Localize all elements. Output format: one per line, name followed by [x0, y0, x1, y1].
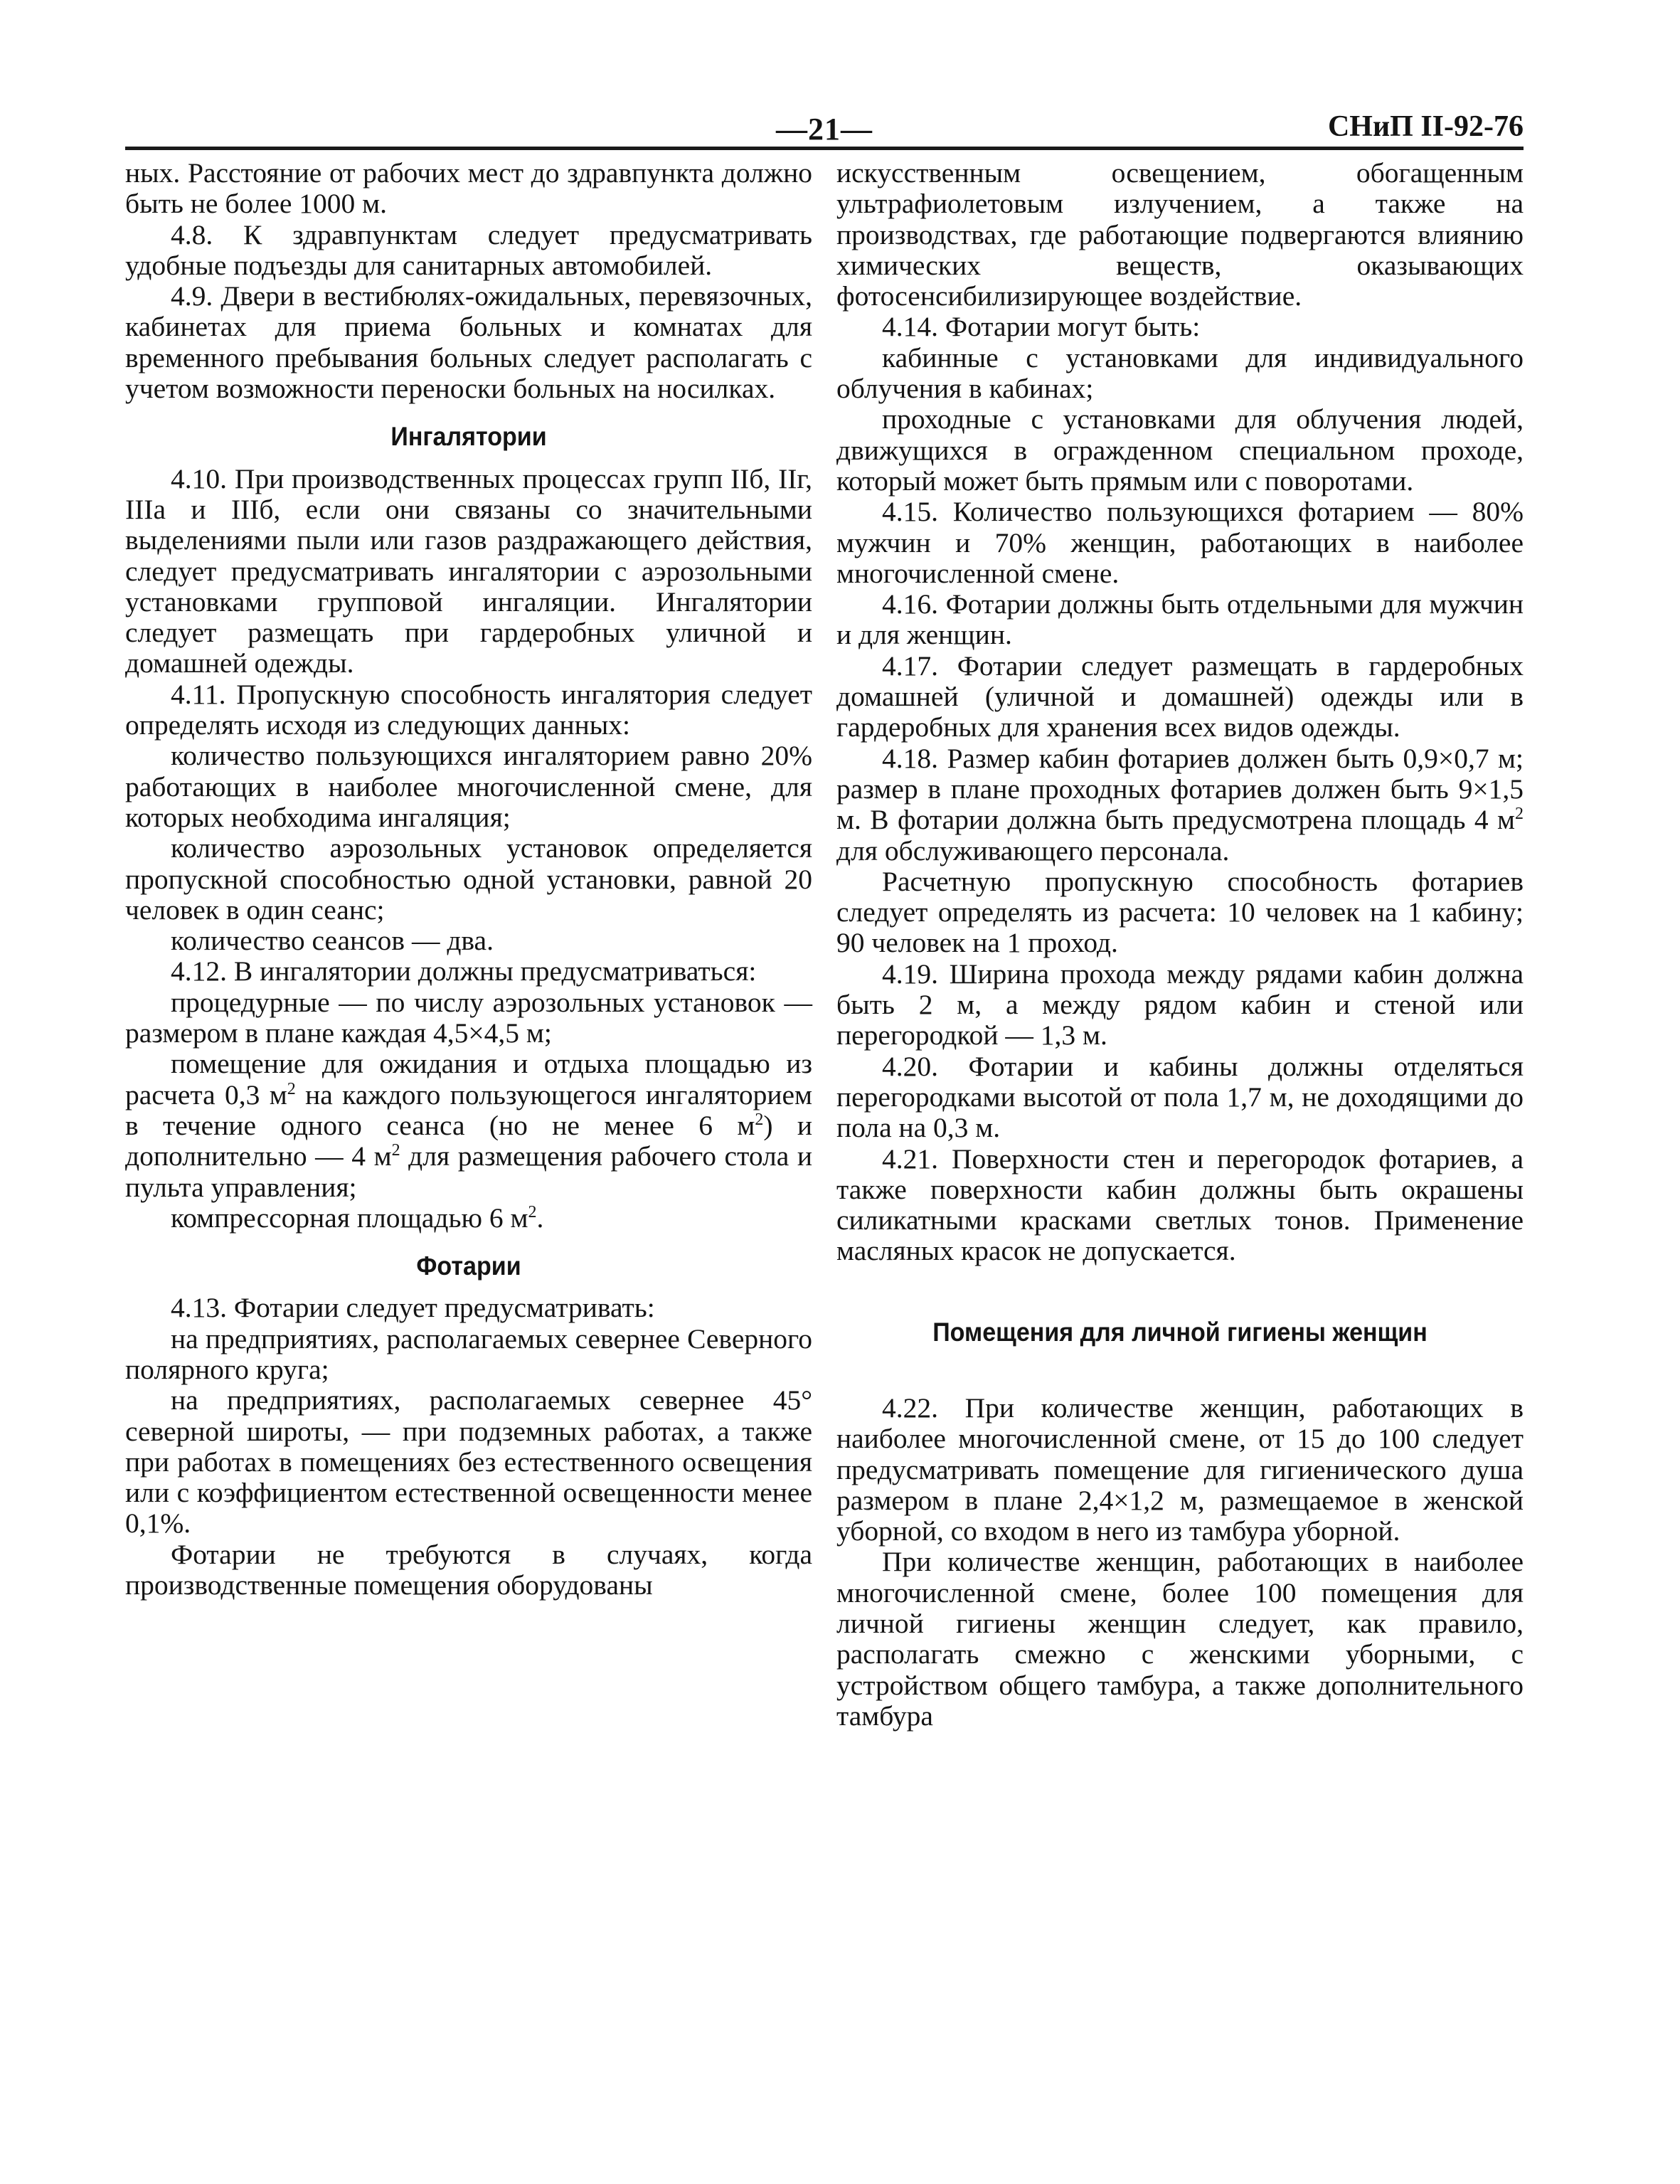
document-code: СНиП II-92-76 [1327, 110, 1524, 143]
clause-4-14: 4.14. Фотарии могут быть: [882, 311, 1201, 343]
clause-4-10: 4.10. При производственных процессах групп IIб, IIг, IIIа и IIIб, если они связаны со значительными выделениями пыли или газов раздражающего действия, следует предусматривать ингалятории с аэрозольными установками групповой ингаляции. Ингалятории следует размещать при гардеробных уличной и домашней одежды. [125, 462, 812, 679]
list-item: процедурные — по числу аэрозольных установок — размером в плане каждая 4,5×4,5 м; [125, 986, 812, 1049]
clause-4-9: 4.9. Двери в вестибюлях-ожидальных, перевязочных, кабинетах для приема больных и комнатах для временного пребывания больных следует располагать с учетом возможности переноски больных на носилках. [125, 280, 812, 405]
list-item: количество сеансов — два. [171, 925, 494, 957]
paragraph: Расчетную пропускную способность фотариев следует определять из расчета: 10 человек на 1 кабину; 90 человек на 1 проход. [836, 865, 1524, 959]
header-rule [125, 147, 1524, 150]
clause-4-21: 4.21. Поверхности стен и перегородок фотариев, а также поверхности кабин должны быть окрашены силикатными красками светлых тонов. Применение масляных красок не допускается. [836, 1143, 1524, 1267]
section-heading-fotarii: Фотарии [416, 1251, 521, 1281]
right-column [836, 158, 1524, 1732]
clause-4-12: 4.12. В ингалятории должны предусматриваться: [171, 955, 757, 987]
clause-4-13: 4.13. Фотарии следует предусматривать: [171, 1292, 655, 1324]
list-item: проходные с установками для облучения людей, движущихся в огражденном специальном проходе, который может быть прямым или с поворотами. [836, 403, 1524, 497]
clause-4-18: 4.18. Размер кабин фотариев должен быть 0,9×0,7 м; размер в плане проходных фотариев должен быть 9×1,5 м. В фотарии должна быть предусмотрена площадь 4 $м^2$ для обслуживающего персонала. [836, 742, 1524, 866]
clause-4-11: 4.11. Пропускную способность ингалятория следует определять исходя из следующих данных: [125, 678, 812, 741]
clause-4-16: 4.16. Фотарии должны быть отдельными для мужчин и для женщин. [836, 588, 1524, 651]
clause-4-19: 4.19. Ширина прохода между рядами кабин должна быть 2 м, а между рядом кабин и стеной или перегородкой — 1,3 м. [836, 958, 1524, 1051]
list-item: на предприятиях, располагаемых севернее Северного полярного круга; [125, 1322, 812, 1385]
section-heading-inhalatorii: Ингалятории [390, 422, 547, 452]
paragraph: ных. Расстояние от рабочих мест до здравпункта должно быть не более 1000 м. [125, 157, 812, 220]
list-item: компрессорная площадью 6 $м^2$. [171, 1202, 544, 1234]
clause-4-17: 4.17. Фотарии следует размещать в гардеробных домашней (уличной и домашней) одежды или в гардеробных для хранения всех видов одежды. [836, 650, 1524, 743]
list-item: количество пользующихся ингаляторием равно 20% работающих в наиболее многочисленной смене, для которых необходима ингаляция; [125, 740, 812, 833]
clause-4-8: 4.8. К здравпунктам следует предусматривать удобные подъезды для санитарных автомобилей. [125, 218, 812, 281]
left-column [125, 158, 812, 1601]
page-header [125, 105, 1524, 151]
list-item: кабинные с установками для индивидуального облучения в кабинах; [836, 341, 1524, 405]
clause-4-20: 4.20. Фотарии и кабины должны отделяться перегородками высотой от пола 1,7 м, не доходящими до пола на 0,3 м. [836, 1050, 1524, 1144]
list-item: помещение для ожидания и отдыха площадью из расчета 0,3 $м^2$ на каждого пользующегося ингаляторием в течение одного сеанса (но не менее 6 $м^2$) и дополнительно — 4 $м^2$ для размещения рабочего стола и пульта управления; [125, 1048, 813, 1203]
paragraph: искусственным освещением, обогащенным ультрафиолетовым излучением, а также на производствах, где работающие подвергаются влиянию химических веществ, оказывающих фотосенсибилизирующее воздействие. [836, 157, 1524, 312]
list-item: на предприятиях, располагаемых севернее 45° северной широты, — при подземных работах, а также при работах в помещениях без естественного освещения или с коэффициентом естественной освещенности менее 0,1%. [125, 1384, 812, 1539]
page-number: —21— [776, 112, 873, 147]
clause-4-22: 4.22. При количестве женщин, работающих в наиболее многочисленной смене, от 15 до 100 следует предусматривать помещение для гигиенического душа размером в плане 2,4×1,2 м, размещаемое в женской уборной, со входом в него из тамбура уборной. [836, 1391, 1524, 1547]
list-item: количество аэрозольных установок определяется пропускной способностью одной установки, равной 20 человек в один сеанс; [125, 832, 812, 926]
section-heading-women-hygiene: Помещения для личной гигиены женщин [932, 1317, 1428, 1347]
paragraph: Фотарии не требуются в случаях, когда производственные помещения оборудованы [125, 1538, 812, 1601]
paragraph: При количестве женщин, работающих в наиболее многочисленной смене, более 100 помещения для личной гигиены женщин следует, как правило, располагать смежно с женскими уборными, с устройством общего тамбура, а также дополнительного тамбура [836, 1546, 1524, 1732]
clause-4-15: 4.15. Количество пользующихся фотарием — 80% мужчин и 70% женщин, работающих в наиболее многочисленной смене. [836, 496, 1524, 589]
